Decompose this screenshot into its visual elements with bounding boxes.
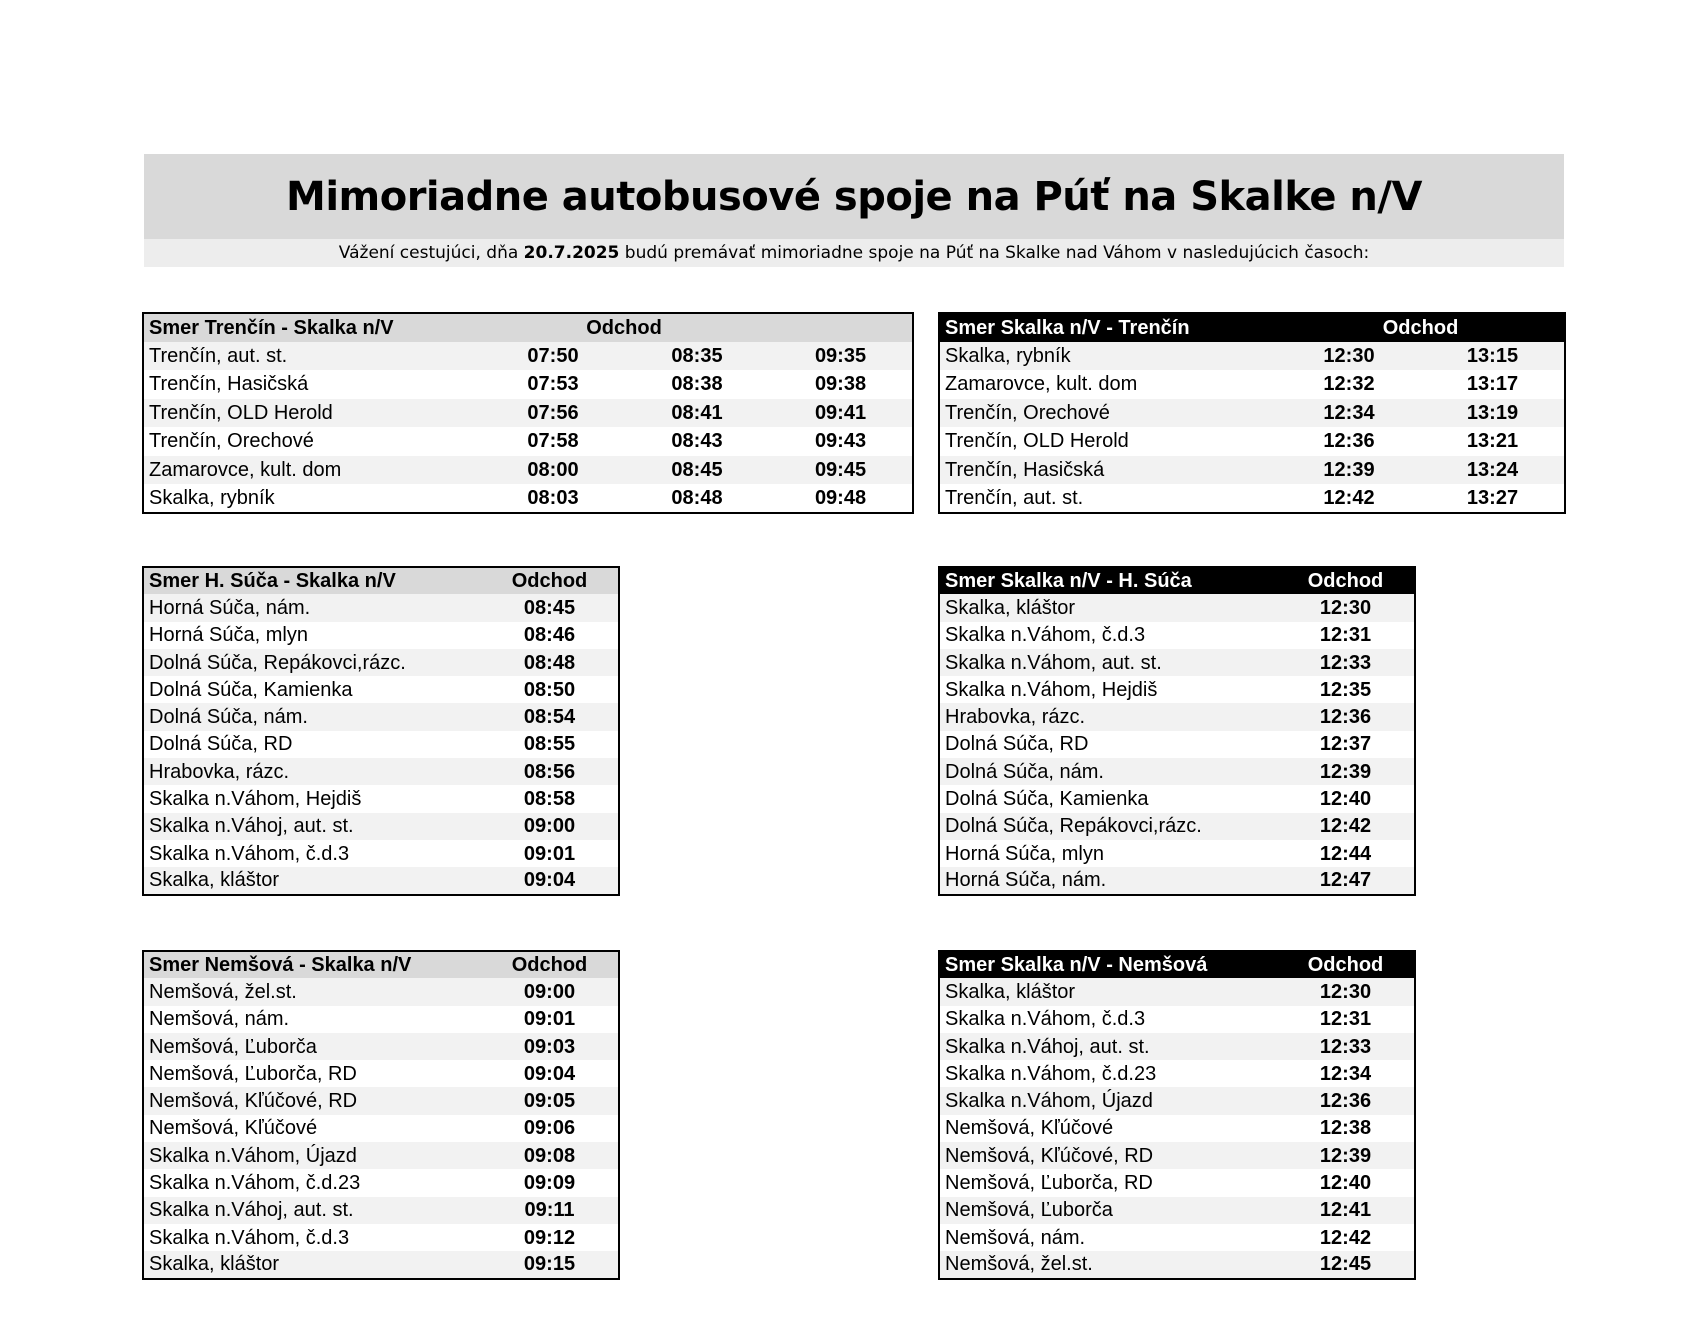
direction-label: Smer Nemšová - Skalka n/V — [149, 954, 412, 977]
departure-time: 09:00 — [523, 980, 576, 1003]
stop-name: Nemšová, žel.st. — [149, 980, 297, 1003]
table-header — [939, 567, 1415, 594]
table-row — [939, 342, 1565, 371]
stop-name: Skalka n.Váhom, Hejdiš — [945, 678, 1158, 701]
table-row — [143, 1006, 619, 1033]
table-row — [143, 1142, 619, 1169]
table-row — [939, 867, 1415, 894]
table-row — [939, 622, 1415, 649]
stop-name: Skalka n.Váhoj, aut. st. — [149, 815, 354, 838]
table-row — [143, 1033, 619, 1060]
departure-time: 13:19 — [1466, 401, 1519, 424]
subtitle-pre: Vážení cestujúci, dňa — [338, 243, 524, 263]
stop-name: Trenčín, OLD Herold — [149, 401, 333, 424]
table-header — [143, 951, 619, 978]
departure-time: 08:56 — [523, 760, 576, 783]
stop-name: Nemšová, žel.st. — [945, 1253, 1093, 1276]
table-row — [143, 1224, 619, 1251]
departure-time: 12:39 — [1323, 458, 1375, 481]
table-row — [143, 484, 913, 513]
departure-time: 12:33 — [1319, 651, 1372, 674]
departure-time: 07:58 — [527, 430, 579, 453]
subtitle-text — [339, 243, 1369, 263]
page-title: Mimoriadne autobusové spoje na Púť na Skalke n/V — [286, 173, 1422, 220]
table-row — [143, 867, 619, 894]
table-row — [939, 1224, 1415, 1251]
departure-time: 09:09 — [523, 1172, 576, 1195]
table-row — [939, 1115, 1415, 1142]
departure-time: 13:27 — [1466, 486, 1519, 509]
table-row — [143, 1197, 619, 1224]
departure-time: 09:01 — [523, 1008, 576, 1031]
departure-time: 08:48 — [523, 651, 576, 674]
table-row — [939, 731, 1415, 758]
departure-time: 08:41 — [671, 401, 723, 424]
table-row — [939, 1087, 1415, 1114]
departure-time: 08:35 — [671, 344, 723, 367]
table-row — [143, 758, 619, 785]
table-header — [143, 313, 913, 342]
table-row — [143, 649, 619, 676]
table-row — [143, 978, 619, 1005]
table-row — [939, 758, 1415, 785]
departure-label: Odchod — [586, 316, 662, 339]
departure-time: 12:42 — [1319, 1226, 1372, 1249]
departure-time: 13:24 — [1466, 458, 1519, 481]
subtitle-band — [144, 239, 1564, 267]
departure-time: 12:40 — [1319, 1172, 1372, 1195]
stop-name: Dolná Súča, RD — [945, 733, 1089, 756]
departure-time: 09:12 — [523, 1226, 576, 1249]
table-row — [143, 622, 619, 649]
timetable-skalka-trencin — [938, 312, 1566, 514]
departure-time: 09:04 — [523, 1062, 576, 1085]
table-row — [939, 1006, 1415, 1033]
departure-time: 08:48 — [671, 486, 723, 509]
departure-time: 12:41 — [1319, 1199, 1372, 1222]
stop-name: Nemšová, Ľuborča, RD — [945, 1172, 1153, 1195]
stop-name: Skalka n.Váhom, aut. st. — [945, 651, 1162, 674]
direction-label: Smer Skalka n/V - H. Súča — [945, 570, 1192, 593]
departure-time: 09:11 — [524, 1199, 575, 1222]
stop-name: Skalka n.Váhom, Hejdiš — [149, 788, 362, 811]
departure-time: 12:39 — [1319, 1144, 1372, 1167]
stop-name: Trenčín, Orechové — [945, 401, 1110, 424]
departure-time: 09:38 — [814, 373, 867, 396]
timetable-hsuca-skalka — [142, 566, 620, 896]
departure-time: 09:45 — [814, 458, 867, 481]
departure-time: 09:43 — [814, 430, 867, 453]
departure-time: 08:58 — [523, 788, 576, 811]
table-row — [939, 978, 1415, 1005]
stop-name: Dolná Súča, nám. — [149, 706, 308, 729]
table-row — [939, 484, 1565, 513]
stop-name: Trenčín, OLD Herold — [945, 430, 1129, 453]
table-row — [143, 1060, 619, 1087]
departure-time: 12:37 — [1319, 733, 1372, 756]
departure-time: 12:35 — [1319, 678, 1372, 701]
stop-name: Skalka n.Váhom, č.d.3 — [149, 842, 350, 865]
stop-name: Nemšová, Ľuborča — [945, 1199, 1113, 1222]
departure-time: 08:03 — [527, 486, 579, 509]
departure-time: 12:31 — [1319, 1008, 1372, 1031]
departure-time: 07:50 — [527, 344, 579, 367]
stop-name: Skalka, rybník — [945, 344, 1071, 367]
table-row — [939, 427, 1565, 456]
timetable-nemsova-skalka — [142, 950, 620, 1280]
departure-time: 09:41 — [814, 401, 867, 424]
table-row — [939, 1033, 1415, 1060]
table-row — [939, 840, 1415, 867]
stop-name: Nemšová, nám. — [945, 1226, 1086, 1249]
stop-name: Zamarovce, kult. dom — [945, 373, 1138, 396]
stop-name: Zamarovce, kult. dom — [149, 458, 342, 481]
table-row — [143, 1115, 619, 1142]
stop-name: Nemšová, Kľúčové — [945, 1117, 1114, 1140]
departure-time: 12:42 — [1323, 486, 1375, 509]
table-row — [143, 785, 619, 812]
stop-name: Dolná Súča, Repákovci,rázc. — [149, 651, 406, 674]
departure-time: 08:38 — [671, 373, 723, 396]
departure-time: 13:17 — [1466, 373, 1519, 396]
stop-name: Dolná Súča, Repákovci,rázc. — [945, 815, 1202, 838]
stop-name: Nemšová, Ľuborča, RD — [149, 1062, 357, 1085]
departure-time: 12:31 — [1319, 624, 1372, 647]
table-row — [939, 1142, 1415, 1169]
stop-name: Trenčín, Hasičská — [149, 373, 309, 396]
departure-time: 12:36 — [1323, 430, 1375, 453]
direction-label: Smer H. Súča - Skalka n/V — [149, 570, 396, 593]
stop-name: Dolná Súča, Kamienka — [149, 678, 353, 701]
departure-time: 08:55 — [523, 733, 576, 756]
departure-time: 12:39 — [1319, 760, 1372, 783]
table-header — [143, 567, 619, 594]
stop-name: Skalka n.Váhom, č.d.3 — [149, 1226, 350, 1249]
departure-time: 09:05 — [523, 1090, 576, 1113]
stop-name: Horná Súča, nám. — [149, 596, 311, 619]
table-row — [143, 456, 913, 485]
table-row — [939, 1197, 1415, 1224]
departure-time: 08:46 — [523, 624, 576, 647]
departure-time: 08:54 — [523, 706, 576, 729]
table-row — [143, 1169, 619, 1196]
departure-label: Odchod — [511, 954, 588, 977]
table-row — [143, 427, 913, 456]
stop-name: Nemšová, Ľuborča — [149, 1035, 317, 1058]
stop-name: Dolná Súča, RD — [149, 733, 293, 756]
stop-name: Horná Súča, mlyn — [945, 842, 1104, 865]
departure-label: Odchod — [1382, 316, 1459, 339]
departure-time: 07:53 — [527, 373, 579, 396]
stop-name: Skalka n.Váhom, č.d.23 — [149, 1172, 361, 1195]
stop-name: Skalka, kláštor — [945, 980, 1076, 1003]
table-row — [143, 370, 913, 399]
stop-name: Horná Súča, nám. — [945, 869, 1107, 892]
table-row — [143, 1087, 619, 1114]
stop-name: Horná Súča, mlyn — [149, 624, 308, 647]
departure-label: Odchod — [1307, 954, 1384, 977]
table-header — [939, 951, 1415, 978]
departure-time: 12:30 — [1319, 596, 1372, 619]
table-row — [143, 703, 619, 730]
table-header — [939, 313, 1565, 342]
stop-name: Skalka, kláštor — [945, 596, 1076, 619]
stop-name: Skalka n.Váhom, Újazd — [945, 1090, 1153, 1113]
direction-label: Smer Skalka n/V - Nemšová — [945, 954, 1208, 977]
table-row — [939, 676, 1415, 703]
table-row — [143, 676, 619, 703]
table-row — [939, 1251, 1415, 1278]
departure-time: 12:30 — [1319, 980, 1372, 1003]
departure-time: 08:00 — [527, 458, 579, 481]
departure-time: 08:50 — [523, 678, 576, 701]
stop-name: Trenčín, aut. st. — [149, 344, 288, 367]
departure-time: 12:34 — [1319, 1062, 1372, 1085]
table-row — [939, 1060, 1415, 1087]
stop-name: Hrabovka, rázc. — [945, 706, 1086, 729]
stop-name: Trenčín, aut. st. — [945, 486, 1084, 509]
departure-label: Odchod — [511, 570, 588, 593]
departure-time: 12:45 — [1319, 1253, 1372, 1276]
departure-time: 09:35 — [814, 344, 867, 367]
table-row — [143, 342, 913, 371]
stop-name: Skalka n.Váhom, Újazd — [149, 1144, 357, 1167]
table-row — [143, 399, 913, 428]
departure-time: 12:33 — [1319, 1035, 1372, 1058]
timetable-skalka-hsuca — [938, 566, 1416, 896]
table-row — [939, 370, 1565, 399]
stop-name: Nemšová, Kľúčové — [149, 1117, 318, 1140]
subtitle-post: budú premávať mimoriadne spoje na Púť na Skalke nad Váhom v nasledujúcich časoch: — [619, 243, 1370, 263]
departure-time: 12:40 — [1319, 788, 1372, 811]
table-row — [939, 1169, 1415, 1196]
departure-time: 09:01 — [523, 842, 576, 865]
table-row — [939, 813, 1415, 840]
departure-label: Odchod — [1307, 570, 1384, 593]
stop-name: Skalka n.Váhoj, aut. st. — [945, 1035, 1150, 1058]
departure-time: 12:42 — [1319, 815, 1372, 838]
departure-time: 12:32 — [1323, 373, 1375, 396]
stop-name: Skalka, kláštor — [149, 869, 280, 892]
subtitle-date: 20.7.2025 — [523, 243, 620, 263]
table-row — [939, 649, 1415, 676]
departure-time: 09:15 — [523, 1253, 576, 1276]
stop-name: Nemšová, Kľúčové, RD — [945, 1144, 1154, 1167]
table-row — [143, 840, 619, 867]
departure-time: 08:45 — [523, 596, 576, 619]
departure-time: 13:21 — [1466, 430, 1519, 453]
departure-time: 13:15 — [1466, 344, 1519, 367]
table-row — [939, 456, 1565, 485]
departure-time: 12:36 — [1319, 706, 1372, 729]
stop-name: Skalka, kláštor — [149, 1253, 280, 1276]
table-row — [939, 399, 1565, 428]
direction-label: Smer Trenčín - Skalka n/V — [149, 316, 394, 339]
stop-name: Nemšová, nám. — [149, 1008, 290, 1031]
departure-time: 09:00 — [523, 815, 576, 838]
departure-time: 08:43 — [671, 430, 723, 453]
stop-name: Nemšová, Kľúčové, RD — [149, 1090, 358, 1113]
departure-time: 12:47 — [1319, 869, 1372, 892]
stop-name: Trenčín, Hasičská — [945, 458, 1105, 481]
stop-name: Hrabovka, rázc. — [149, 760, 290, 783]
table-row — [143, 813, 619, 840]
direction-label: Smer Skalka n/V - Trenčín — [945, 316, 1190, 339]
title-band — [144, 154, 1564, 239]
departure-time: 09:48 — [814, 486, 867, 509]
stop-name: Dolná Súča, Kamienka — [945, 788, 1149, 811]
departure-time: 12:44 — [1319, 842, 1372, 865]
stop-name: Dolná Súča, nám. — [945, 760, 1104, 783]
departure-time: 09:03 — [523, 1035, 576, 1058]
stop-name: Skalka n.Váhoj, aut. st. — [149, 1199, 354, 1222]
timetable-trencin-skalka — [142, 312, 914, 514]
departure-time: 08:45 — [671, 458, 723, 481]
timetable-skalka-nemsova — [938, 950, 1416, 1280]
stop-name: Skalka n.Váhom, č.d.23 — [945, 1062, 1157, 1085]
departure-time: 12:30 — [1323, 344, 1375, 367]
departure-time: 12:38 — [1319, 1117, 1372, 1140]
table-row — [143, 594, 619, 621]
departure-time: 07:56 — [527, 401, 579, 424]
table-row — [939, 785, 1415, 812]
departure-time: 09:04 — [523, 869, 576, 892]
departure-time: 12:34 — [1323, 401, 1375, 424]
departure-time: 12:36 — [1319, 1090, 1372, 1113]
table-row — [143, 731, 619, 758]
stop-name: Skalka, rybník — [149, 486, 275, 509]
departure-time: 09:08 — [523, 1144, 576, 1167]
table-row — [939, 703, 1415, 730]
table-row — [143, 1251, 619, 1278]
stop-name: Skalka n.Váhom, č.d.3 — [945, 624, 1146, 647]
table-row — [939, 594, 1415, 621]
stop-name: Skalka n.Váhom, č.d.3 — [945, 1008, 1146, 1031]
departure-time: 09:06 — [523, 1117, 576, 1140]
stop-name: Trenčín, Orechové — [149, 430, 314, 453]
